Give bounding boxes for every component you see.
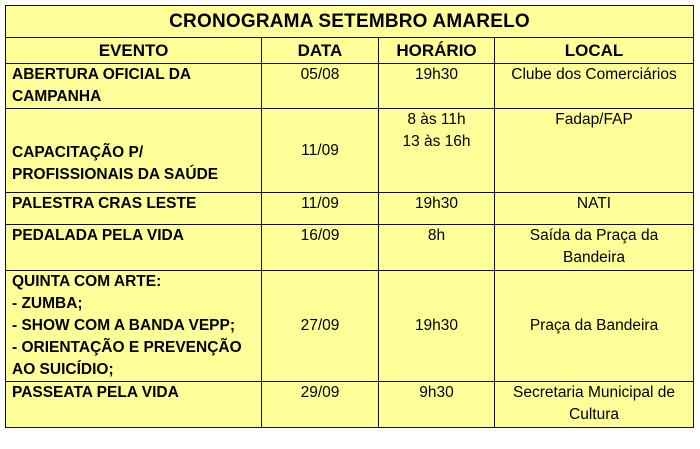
table-row: [6, 109, 694, 193]
local-line: NATI: [576, 195, 612, 212]
evento-line: PROFISSIONAIS DA SAÚDE: [12, 166, 219, 183]
local-cell: [495, 64, 694, 109]
table-row: [6, 193, 694, 225]
evento-cell: [6, 109, 262, 193]
horario-line: 19h30: [414, 317, 459, 334]
evento-cell: [6, 271, 262, 382]
table-row: [6, 64, 694, 109]
data-cell: 27/09: [262, 271, 379, 382]
table-row: [6, 382, 694, 428]
horario-cell: [379, 382, 495, 428]
evento-line: AO SUICÍDIO;: [12, 361, 114, 378]
evento-cell: [6, 382, 262, 428]
evento-cell: [6, 225, 262, 271]
table-title: CRONOGRAMA SETEMBRO AMARELO: [6, 6, 694, 38]
header-evento: EVENTO: [6, 38, 262, 64]
local-line: Clube dos Comerciários: [511, 66, 677, 83]
horario-line: 8 às 11h: [407, 111, 466, 128]
data-cell: 11/09: [262, 109, 379, 193]
horario-line: 9h30: [419, 384, 454, 401]
local-line: Secretaria Municipal de: [513, 384, 675, 401]
local-cell: [495, 109, 694, 193]
horario-cell: [379, 225, 495, 271]
evento-line: PALESTRA CRAS LESTE: [12, 195, 197, 212]
schedule-table: [5, 5, 694, 428]
evento-line: - ORIENTAÇÃO E PREVENÇÃO: [12, 339, 242, 356]
header-horario: HORÁRIO: [379, 38, 495, 64]
local-line: Saída da Praça da: [529, 227, 659, 244]
evento-line: CAPACITAÇÃO P/: [12, 144, 144, 161]
evento-line: - ZUMBA;: [12, 295, 83, 312]
local-line: Praça da Bandeira: [529, 317, 659, 334]
horario-line: 8h: [427, 227, 446, 244]
horario-cell: [379, 109, 495, 193]
local-line: Fadap/FAP: [555, 111, 633, 128]
local-cell: [495, 225, 694, 271]
local-cell: [495, 382, 694, 428]
local-cell: [495, 193, 694, 225]
horario-cell: [379, 193, 495, 225]
horario-line: 19h30: [414, 195, 459, 212]
local-cell: [495, 271, 694, 382]
table-row: [6, 225, 694, 271]
evento-cell: [6, 193, 262, 225]
evento-line: QUINTA COM ARTE:: [12, 273, 162, 290]
data-cell: 29/09: [262, 382, 379, 428]
header-local: LOCAL: [495, 38, 694, 64]
data-cell: 11/09: [262, 193, 379, 225]
local-line: Cultura: [569, 406, 619, 423]
evento-line: PASSEATA PELA VIDA: [12, 384, 179, 401]
evento-line: PEDALADA PELA VIDA: [12, 227, 184, 244]
header-data: DATA: [262, 38, 379, 64]
data-cell: 05/08: [262, 64, 379, 109]
evento-cell: [6, 64, 262, 109]
local-line: Bandeira: [562, 249, 626, 266]
horario-line: 13 às 16h: [402, 133, 471, 150]
evento-line: CAMPANHA: [12, 88, 102, 105]
horario-cell: [379, 271, 495, 382]
horario-line: 19h30: [414, 66, 459, 83]
evento-line: - SHOW COM A BANDA VEPP;: [12, 317, 236, 334]
horario-cell: [379, 64, 495, 109]
data-cell: 16/09: [262, 225, 379, 271]
table-row: [6, 271, 694, 382]
evento-line: ABERTURA OFICIAL DA: [12, 66, 192, 83]
